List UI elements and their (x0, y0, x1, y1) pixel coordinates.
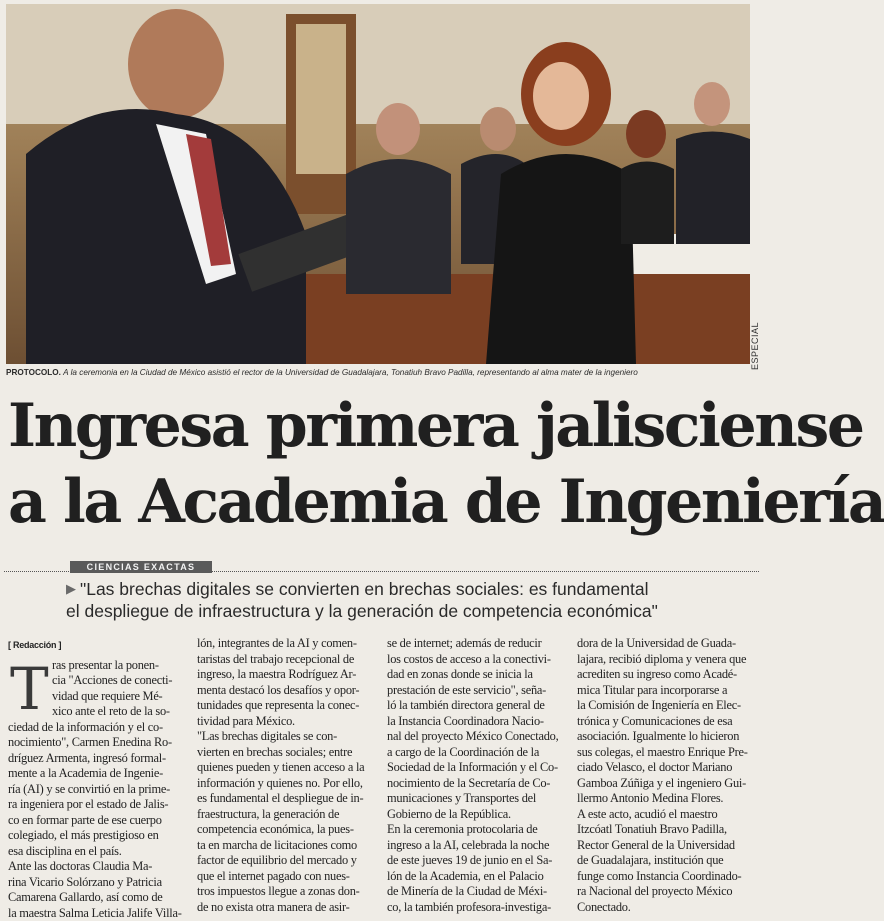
article-column-1 (8, 636, 184, 921)
article-line: esa disciplina en el país. (8, 844, 184, 860)
article-line: los costos de acceso a la conectivi- (387, 652, 563, 668)
article-line: xico ante el reto de la so- (8, 704, 184, 720)
article-line: dad en zonas donde se inicia la (387, 667, 563, 683)
article-line: dríguez Armenta, ingresó formal- (8, 751, 184, 767)
wall (6, 4, 750, 124)
woman-right-dress (621, 162, 674, 245)
man-center-head (376, 103, 420, 155)
article-line: taristas del trabajo recepcional de (197, 652, 373, 668)
article-line: lajara, recibió diploma y venera que (577, 652, 753, 668)
article-line: "Las brechas digitales se con- (197, 729, 373, 745)
man-right-head (694, 82, 730, 126)
woman-face (533, 62, 589, 130)
article-line: vidad que requiere Mé- (8, 689, 184, 705)
man-left-head (128, 9, 224, 119)
article-line: nocimiento de la Secretaría de Co- (387, 776, 563, 792)
man-center-suit (346, 159, 451, 294)
woman-dress (486, 154, 636, 364)
article-line: Ante las doctoras Claudia Ma- (8, 859, 184, 875)
article-line: Gamboa Zúñiga y el ingeniero Gui- (577, 776, 753, 792)
article-line: Conectado. (577, 900, 753, 916)
article-line: dora de la Universidad de Guada- (577, 636, 753, 652)
article-line: municaciones y Transportes del (387, 791, 563, 807)
article-line: tunidades que representa la conec- (197, 698, 373, 714)
article-line: co, la también profesora-investiga- (387, 900, 563, 916)
article-line: A este acto, acudió el maestro (577, 807, 753, 823)
article-column-2 (197, 636, 373, 915)
article-line: la Instancia Coordinadora Nacio- (387, 714, 563, 730)
article-line: ingreso a la AI, celebrada la noche (387, 838, 563, 854)
cabinet-glass (296, 24, 346, 174)
article-line: sus colegas, el maestro Enrique Pre- (577, 745, 753, 761)
article-line: de Guadalajara, institución que (577, 853, 753, 869)
article-line: nal del proyecto México Conectado, (387, 729, 563, 745)
photo-illustration (6, 4, 750, 364)
article-line: ingreso, la maestra Rodríguez Ar- (197, 667, 373, 683)
man-right-suit (676, 132, 750, 245)
headline (8, 388, 753, 540)
article-line: a cargo de la Coordinación de la (387, 745, 563, 761)
photo-caption (6, 368, 756, 377)
article-line: de no exista otra manera de asir- (197, 900, 373, 916)
article-line: factor de equilibrio del mercado y (197, 853, 373, 869)
article-line: que el internet pagado con nues- (197, 869, 373, 885)
article-line: mente a la Academia de Ingenie- (8, 766, 184, 782)
article-line: mica Titular para incorporarse a (577, 683, 753, 699)
article-line: rina Vicario Solórzano y Patricia (8, 875, 184, 891)
headline-line-2: a la Academia de Ingeniería (8, 464, 753, 540)
article-body (4, 636, 759, 918)
photo-credit: ESPECIAL (750, 300, 763, 370)
article-line: prestación de este servicio", seña- (387, 683, 563, 699)
deck (66, 578, 746, 622)
article-line: co en formar parte de ese cuerpo (8, 813, 184, 829)
man-back-head (480, 107, 516, 151)
article-line: ciedad de la información y el co- (8, 720, 184, 736)
triangle-arrow-icon: ▶ (66, 581, 76, 596)
article-line: En la ceremonia protocolaria de (387, 822, 563, 838)
caption-lead: PROTOCOLO. (6, 368, 61, 377)
article-line: de este jueves 19 de junio en el Sa- (387, 853, 563, 869)
caption-body: A la ceremonia en la Ciudad de México asistió el rector de la Universidad de Guadalajara, Tonatiuh Bravo Padilla, representando al alma mater de la ingeniero (63, 368, 638, 377)
article-column-4 (577, 636, 753, 915)
article-line: tividad para México. (197, 714, 373, 730)
dropcap-letter: T (10, 664, 48, 714)
article-column-3 (387, 636, 563, 915)
deck-line-1 (66, 578, 746, 600)
article-line: trónica y Comunicaciones de esa (577, 714, 753, 730)
article-line: Itzcóatl Tonatiuh Bravo Padilla, (577, 822, 753, 838)
article-line: vierten en brechas sociales; entre (197, 745, 373, 761)
article-line: la maestra Salma Leticia Jalife Villa- (8, 906, 184, 921)
article-line: acrediten su ingreso como Acadé- (577, 667, 753, 683)
article-line: ciado Velasco, el doctor Mariano (577, 760, 753, 776)
article-line: lón de la Academia, en el Palacio (387, 869, 563, 885)
article-line: funge como Instancia Coordinado- (577, 869, 753, 885)
woman-right-head (626, 110, 666, 158)
section-label: CIENCIAS EXACTAS (70, 561, 212, 573)
headline-line-1: Ingresa primera jalisciense (8, 388, 753, 464)
byline: [ Redacción ] (8, 638, 184, 654)
deck-line-2: el despliegue de infraestructura y la generación de competencia económica" (66, 600, 746, 622)
article-line: la Comisión de Ingeniería en Elec- (577, 698, 753, 714)
article-line: llermo Antonio Medina Flores. (577, 791, 753, 807)
article-line: colegiado, el más prestigioso en (8, 828, 184, 844)
ceremony-photo (6, 4, 750, 364)
article-line: se de internet; además de reducir (387, 636, 563, 652)
article-line: ras presentar la ponen- (8, 658, 184, 674)
article-line: Camarena Gallardo, así como de (8, 890, 184, 906)
article-line: menta destacó los desafíos y opor- (197, 683, 373, 699)
article-line: competencia económica, la pues- (197, 822, 373, 838)
article-line: Sociedad de la Información y el Co- (387, 760, 563, 776)
article-line: nocimiento", Carmen Enedina Ro- (8, 735, 184, 751)
article-line: ría (AI) y se convirtió en la prime- (8, 782, 184, 798)
article-line: ra Nacional del proyecto México (577, 884, 753, 900)
article-line: tros impuestos llegue a zonas don- (197, 884, 373, 900)
article-line: quienes pueden y tienen acceso a la (197, 760, 373, 776)
article-line: ló la también directora general de (387, 698, 563, 714)
dropcap-paragraph (8, 658, 184, 720)
article-line: es fundamental el despliegue de in- (197, 791, 373, 807)
article-line: información y quienes no. Por ello, (197, 776, 373, 792)
article-line: Rector General de la Universidad (577, 838, 753, 854)
article-line: lón, integrantes de la AI y comen- (197, 636, 373, 652)
article-line: fraestructura, la generación de (197, 807, 373, 823)
article-line: ta en marcha de licitaciones como (197, 838, 373, 854)
article-line: asociación. Igualmente lo hicieron (577, 729, 753, 745)
article-line: Gobierno de la República. (387, 807, 563, 823)
article-line: de Minería de la Ciudad de Méxi- (387, 884, 563, 900)
article-line: ra ingeniera por el estado de Jalis- (8, 797, 184, 813)
deck-line-1-text: "Las brechas digitales se convierten en brechas sociales: es fundamental (80, 579, 649, 599)
article-line: cia "Acciones de conecti- (8, 673, 184, 689)
